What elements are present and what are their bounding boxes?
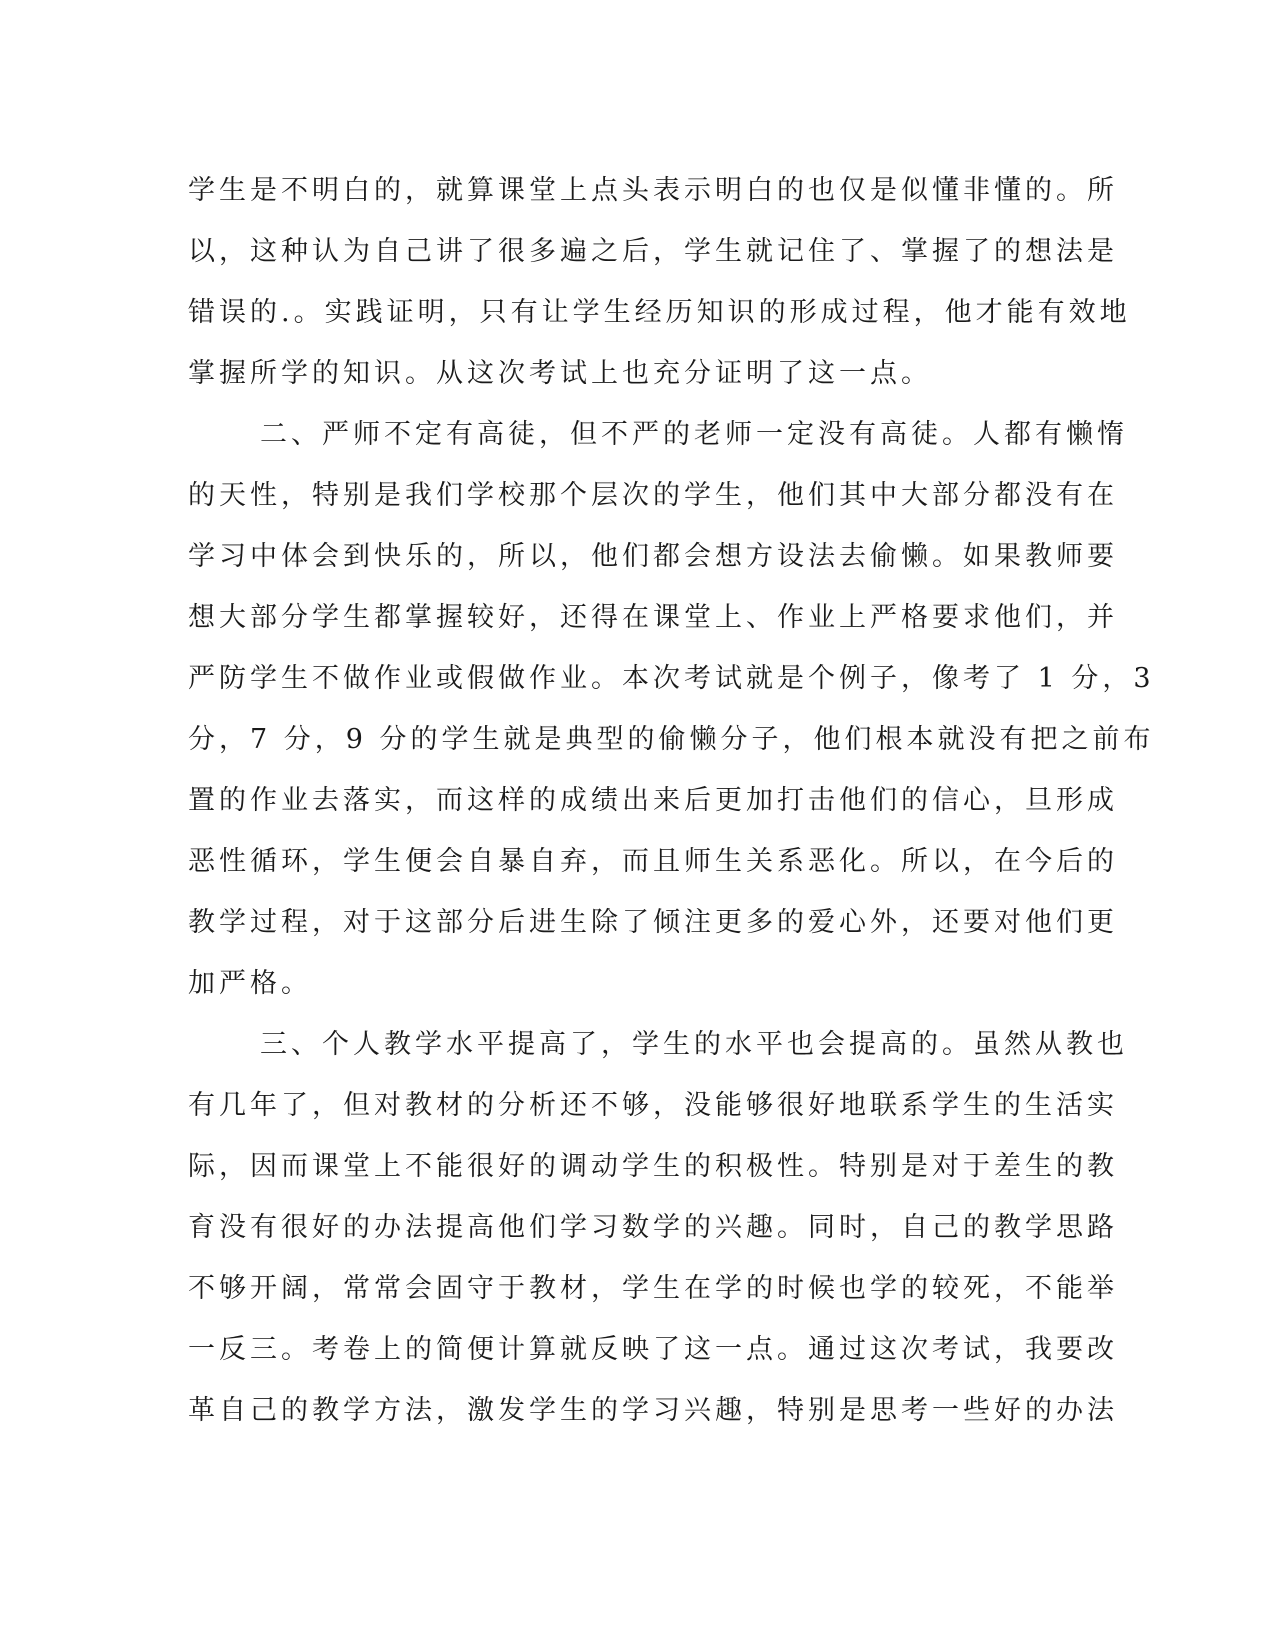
text-line: 置的作业去落实，而这样的成绩出来后更加打击他们的信心，旦形成 bbox=[188, 785, 1118, 816]
text-line: 严防学生不做作业或假做作业。本次考试就是个例子，像考了 1 分，3 bbox=[188, 663, 1155, 694]
text-line: 学习中体会到快乐的，所以，他们都会想方设法去偷懒。如果教师要 bbox=[188, 541, 1118, 572]
text-line: 的天性，特别是我们学校那个层次的学生，他们其中大部分都没有在 bbox=[188, 480, 1118, 511]
text-line: 际，因而课堂上不能很好的调动学生的积极性。特别是对于差生的教 bbox=[188, 1151, 1118, 1182]
text-line: 三、个人教学水平提高了，学生的水平也会提高的。虽然从教也 bbox=[260, 1029, 1128, 1060]
paragraph-3 bbox=[188, 1014, 1128, 1441]
paragraph-2 bbox=[188, 404, 1155, 1014]
text-line: 有几年了，但对教材的分析还不够，没能够很好地联系学生的生活实 bbox=[188, 1090, 1118, 1121]
text-line: 学生是不明白的，就算课堂上点头表示明白的也仅是似懂非懂的。所 bbox=[188, 175, 1118, 206]
text-line: 恶性循环，学生便会自暴自弃，而且师生关系恶化。所以，在今后的 bbox=[188, 846, 1118, 877]
text-line: 革自己的教学方法，激发学生的学习兴趣，特别是思考一些好的办法 bbox=[188, 1395, 1118, 1426]
text-line: 育没有很好的办法提高他们学习数学的兴趣。同时，自己的教学思路 bbox=[188, 1212, 1118, 1243]
text-line: 加严格。 bbox=[188, 968, 312, 999]
text-line: 二、严师不定有高徒，但不严的老师一定没有高徒。人都有懒惰 bbox=[260, 419, 1128, 450]
text-line: 想大部分学生都掌握较好，还得在课堂上、作业上严格要求他们，并 bbox=[188, 602, 1118, 633]
text-line: 不够开阔，常常会固守于教材，学生在学的时候也学的较死，不能举 bbox=[188, 1273, 1118, 1304]
text-line: 以，这种认为自己讲了很多遍之后，学生就记住了、掌握了的想法是 bbox=[188, 236, 1118, 267]
paragraph-1 bbox=[188, 160, 1131, 404]
body-text bbox=[188, 160, 1155, 1441]
text-line: 分，7 分，9 分的学生就是典型的偷懒分子，他们根本就没有把之前布 bbox=[188, 724, 1155, 755]
text-line: 教学过程，对于这部分后进生除了倾注更多的爱心外，还要对他们更 bbox=[188, 907, 1118, 938]
text-line: 一反三。考卷上的简便计算就反映了这一点。通过这次考试，我要改 bbox=[188, 1334, 1118, 1365]
text-line: 错误的.。实践证明，只有让学生经历知识的形成过程，他才能有效地 bbox=[188, 297, 1131, 328]
text-line: 掌握所学的知识。从这次考试上也充分证明了这一点。 bbox=[188, 358, 932, 389]
